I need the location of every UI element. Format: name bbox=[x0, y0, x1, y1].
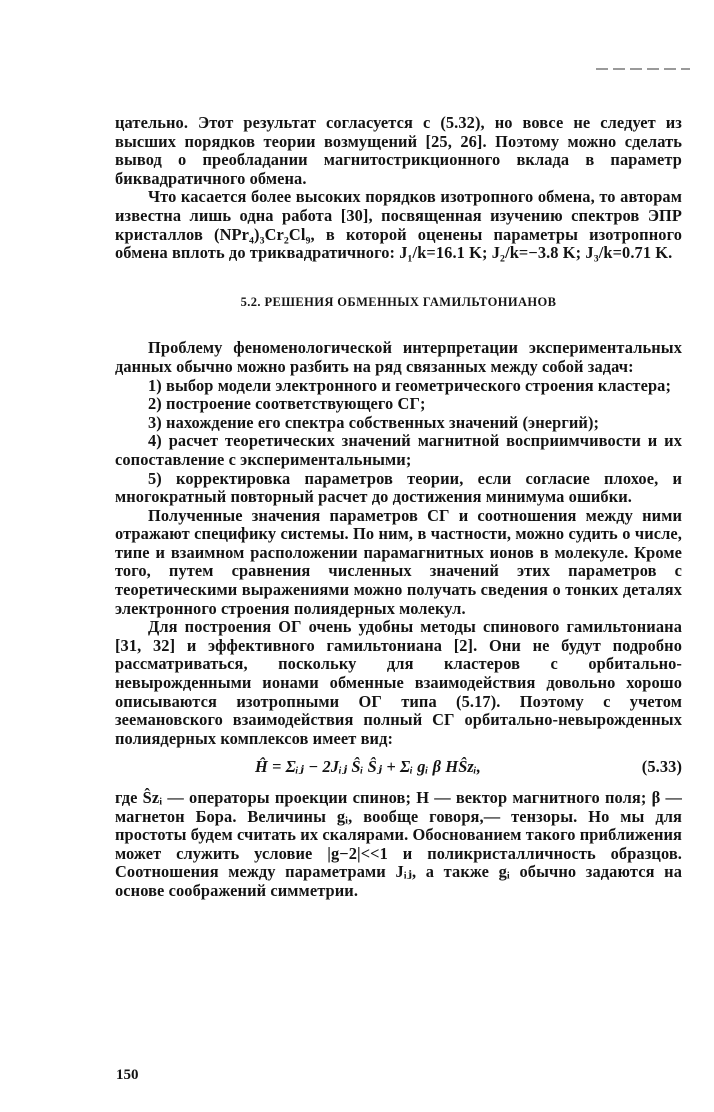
paragraph-definitions: где Ŝzᵢ — операторы проекции спинов; H — вектор магнитного поля; β — магнетон Бора. Величины gᵢ, вообще говоря,— тензоры. Но мы для простоты будем считать их скалярами. Обоснованием такого приближения может служить условие |g−2|<<1 и поликристалличность образцов. Соотношения между параметрами Jᵢⱼ, а также gᵢ обычно задаются на основе соображений симметрии. bbox=[115, 788, 682, 900]
page-body bbox=[115, 114, 682, 901]
paragraph-higher-orders: Что касается более высоких порядков изотропного обмена, то авторам известна лишь одна работа [30], посвященная изучению спектров ЭПР кристаллов (NPr₄)₃Cr₂Cl₉, в которой оценены параметры изотропного обмена вплоть до триквадратичного: J₁/k=16.1 K; J₂/k=−3.8 K; J₃/k=0.71 K. bbox=[115, 187, 682, 263]
paragraph-parameters: Полученные значения параметров СГ и соотношения между ними отражают специфику системы. По ним, в частности, можно судить о числе, типе и взаимном расположении парамагнитных ионов в молекуле. Кроме того, путем сравнения численных значений этих параметров с теоретическими выражениями можно получать сведения о тонких деталях электронного строения полиядерных молекул. bbox=[115, 505, 682, 618]
section-heading: 5.2. РЕШЕНИЯ ОБМЕННЫХ ГАМИЛЬТОНИАНОВ bbox=[240, 294, 557, 309]
list-item-1: 1) выбор модели электронного и геометрического строения кластера; bbox=[148, 375, 672, 395]
equation-number: (5.33) bbox=[641, 757, 682, 777]
paragraph-methods: Для построения ОГ очень удобны методы спинового гамильтониана [31, 32] и эффективного гамильтониана [2]. Они не будут подробно рассматриваться, поскольку для кластеров с орбитально-невырожденными ионами обменные взаимодействия довольно хорошо описываются изотропными ОГ типа (5.17). Поэтому с учетом зеемановского взаимодействия полный СГ орбитально-невырожденных полиядерных комплексов имеет вид: bbox=[115, 617, 682, 748]
list-item-5: 5) корректировка параметров теории, если согласие плохое, и многократный повторный расчет до достижения минимума ошибки. bbox=[115, 468, 682, 507]
list-item-4: 4) расчет теоретических значений магнитной восприимчивости и их сопоставление с экспериментальными; bbox=[115, 431, 682, 469]
scan-artifact-line bbox=[596, 68, 690, 70]
paragraph-continuation: цательно. Этот результат согласуется с (5.32), но вовсе не следует из высших порядков теории возмущений [25, 26]. Поэтому можно сделать вывод о преобладании магнитострикционного вклада в параметр биквадратичного обмена. bbox=[115, 113, 682, 188]
equation-formula: Ĥ = Σᵢⱼ − 2Jᵢⱼ Ŝᵢ Ŝⱼ + Σᵢ gᵢ β HŜzᵢ, bbox=[255, 757, 481, 777]
list-item-2: 2) построение соответствующего СГ; bbox=[148, 394, 426, 414]
list-item-3: 3) нахождение его спектра собственных значений (энергий); bbox=[148, 412, 600, 432]
page-number: 150 bbox=[116, 1067, 139, 1083]
paragraph-problem-intro: Проблему феноменологической интерпретации экспериментальных данных обычно можно разбить на ряд связанных между собой задач: bbox=[115, 338, 682, 376]
equation-5-33 bbox=[115, 758, 682, 777]
